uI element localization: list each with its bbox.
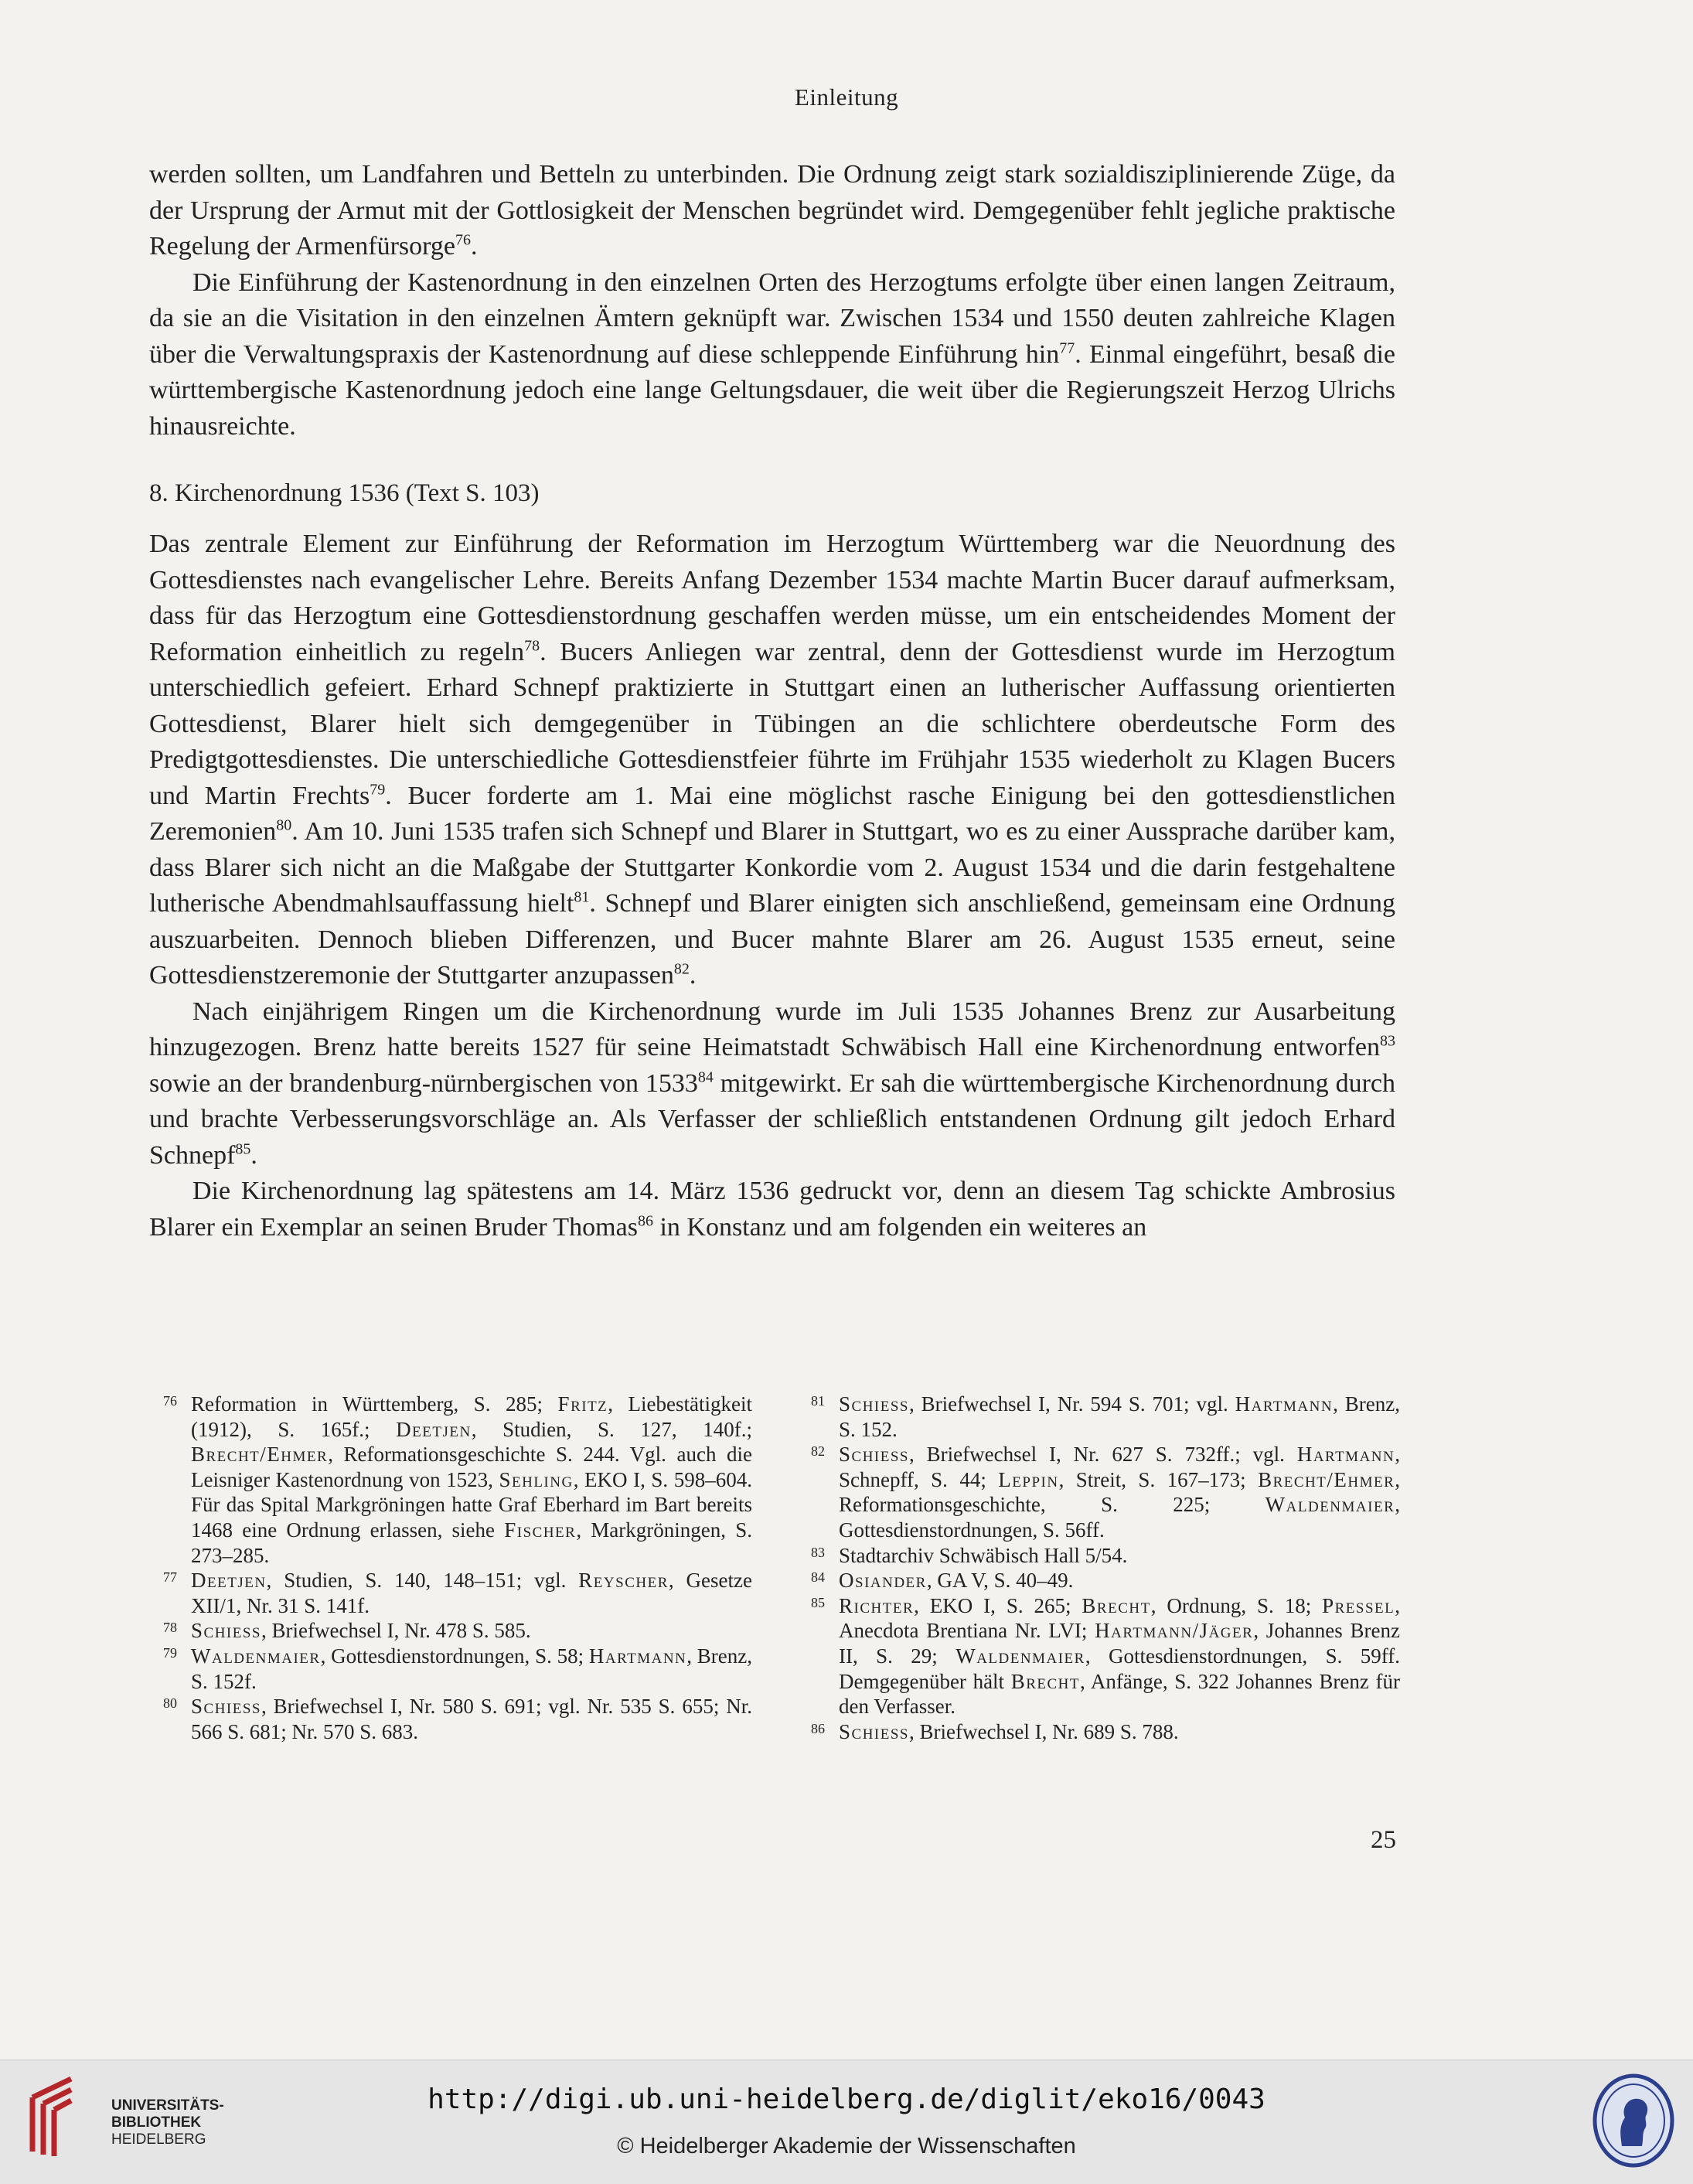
paragraph-3 xyxy=(149,526,1395,994)
text-run: . xyxy=(689,961,697,990)
fn-text: , Briefwechsel I, Nr. 478 S. 585. xyxy=(261,1619,531,1643)
fn-text: , Studien, S. 127, 140f.; xyxy=(471,1417,753,1441)
text-run: Nach einjährigem Ringen um die Kirchenordnung wurde im Juli 1535 Johannes Brenz zur Ausarbeitung hinzugezogen. Brenz hatte bereits 1527 für seine Heimatstadt Schwäbisch Hall eine Kirchenordnung entworfen xyxy=(149,997,1395,1061)
footnotes xyxy=(163,1392,1400,1744)
footnote-ref[interactable]: 85 xyxy=(235,1140,251,1158)
fn-text: , Studien, S. 140, 148–151; vgl. xyxy=(266,1569,579,1593)
fn-text: , GA V, S. 40–49. xyxy=(926,1569,1074,1593)
fn-author: Hartmann xyxy=(1235,1392,1334,1416)
fn-author: Schiess xyxy=(839,1392,909,1416)
main-text xyxy=(149,157,1395,1245)
footnote-77 xyxy=(163,1568,752,1618)
footnote-84 xyxy=(811,1568,1400,1593)
text-run: Die Kirchenordnung lag spätestens am 14. März 1536 gedruckt vor, denn an diesem Tag schickte Ambrosius Blarer ein Exemplar an seinen Bruder Thomas xyxy=(149,1177,1395,1242)
text-run: in Konstanz und am folgenden ein weiteres an xyxy=(652,1212,1147,1242)
footnote-78 xyxy=(163,1618,752,1644)
footnote-number: 80 xyxy=(163,1695,177,1712)
fn-author: Brecht/Ehmer xyxy=(191,1443,329,1467)
fn-author: Schiess xyxy=(839,1719,909,1743)
text-run: . Bucers Anliegen war zentral, denn der Gottesdienst wurde im Herzogtum unterschiedlich gefeiert. Erhard Schnepf praktizierte in Stuttgart einen an lutherischer Auffassung orientierten Gottesdienst, Blarer hielt sich demgegenüber in Tübingen an die schlichtere oberdeutsche Form des Predigtgottesdienstes. Die unterschiedliche Gottesdienstfeier führte im Frühjahr 1535 wiederholt zu Klagen Bucers und Martin Frechts xyxy=(149,637,1396,810)
footnote-76 xyxy=(163,1392,752,1568)
footnotes-left-column xyxy=(163,1392,752,1744)
paragraph-2 xyxy=(149,265,1395,445)
fn-author: Richter xyxy=(839,1593,915,1617)
running-head: Einleitung xyxy=(794,83,899,111)
text-run: Die Einführung der Kastenordnung in den einzelnen Orten des Herzogtums erfolgte über einen langen Zeitraum, da sie an die Visitation in den einzelnen Ämtern geknüpft war. Zwischen 1534 und 1550 deuten zahlreiche Klagen über die Verwaltungspraxis der Kastenordnung auf diese schleppende Einführung hin xyxy=(149,267,1395,369)
fn-text: , Gottesdienstordnungen, S. 59ff. Demgegenüber hält xyxy=(839,1644,1400,1693)
fn-author: Hartmann/Jäger xyxy=(1095,1619,1254,1643)
fn-author: Deetjen xyxy=(191,1569,267,1593)
text-run: mitgewirkt. Er sah die württembergische Kirchenordnung durch und brachte Verbesserungsvorschläge an. Als Verfasser der schließlich entstandenen Ordnung gilt jedoch Erhard Schnepf xyxy=(149,1068,1395,1170)
text-run: . Am 10. Juni 1535 trafen sich Schnepf und Blarer in Stuttgart, wo es zu einer Aussprache darüber kam, dass Blarer sich nicht an die Maßgabe der Stuttgarter Konkordie vom 2. August 1534 und die darin festgehaltene lutherische Abendmahlsauffassung hielt xyxy=(149,817,1395,918)
footnote-83 xyxy=(811,1543,1400,1569)
text-run: . xyxy=(250,1140,257,1170)
fn-text: , Briefwechsel I, Nr. 627 S. 732ff.; vgl. xyxy=(908,1443,1297,1467)
footnote-number: 81 xyxy=(811,1393,825,1409)
fn-text: , Gottesdienstordnungen, S. 58; xyxy=(320,1644,589,1668)
footnote-ref[interactable]: 77 xyxy=(1059,339,1075,357)
footnote-number: 82 xyxy=(811,1443,825,1460)
text-run: werden sollten, um Landfahren und Betteln zu unterbinden. Die Ordnung zeigt stark sozialdisziplinierende Züge, da der Ursprung der Armut mit der Gottlosigkeit der Menschen begründet wird. Demgegenüber fehlt jegliche praktische Regelung der Armenfürsorge xyxy=(149,160,1395,261)
footnote-ref[interactable]: 86 xyxy=(637,1212,653,1230)
footnote-ref[interactable]: 82 xyxy=(673,960,690,978)
fn-author: Schiess xyxy=(839,1443,909,1467)
fn-author: Fischer xyxy=(504,1518,577,1542)
fn-author: Waldenmaier xyxy=(1265,1493,1395,1517)
footnote-ref[interactable]: 81 xyxy=(574,888,590,906)
footnote-ref[interactable]: 83 xyxy=(1380,1032,1395,1050)
fn-text: Stadtarchiv Schwäbisch Hall 5/54. xyxy=(839,1543,1128,1567)
library-name-line: UNIVERSITÄTS- xyxy=(111,2097,224,2114)
fn-text: , Schnepff, S. 44; xyxy=(839,1443,1400,1491)
footnote-number: 78 xyxy=(163,1620,177,1636)
footnote-ref[interactable]: 76 xyxy=(455,231,471,249)
fn-author: Waldenmaier xyxy=(191,1644,321,1668)
fn-text: , Ordnung, S. 18; xyxy=(1150,1593,1323,1617)
footnote-number: 85 xyxy=(811,1594,825,1610)
fn-text: , Liebestätigkeit (1912), S. 165f.; xyxy=(191,1392,752,1441)
copyright-notice: © Heidelberger Akademie der Wissenschaften xyxy=(617,2134,1076,2158)
footnote-number: 84 xyxy=(811,1569,825,1586)
fn-text: , Markgröningen, S. 273–285. xyxy=(191,1518,752,1567)
fn-text: , EKO I, S. 265; xyxy=(914,1593,1082,1617)
text-run: . xyxy=(470,232,478,261)
permalink-url[interactable]: http://digi.ub.uni-heidelberg.de/diglit/eko16/0043 xyxy=(428,2083,1265,2115)
fn-author: Deetjen xyxy=(396,1417,472,1441)
paragraph-1 xyxy=(149,157,1395,265)
fn-text: , Gesetze XII/1, Nr. 31 S. 141f. xyxy=(191,1569,752,1617)
footnote-82 xyxy=(811,1442,1400,1542)
library-name-line: HEIDELBERG xyxy=(111,2131,206,2148)
fn-text: , Johannes Brenz II, S. 29; xyxy=(839,1619,1401,1668)
footnote-85 xyxy=(811,1593,1400,1719)
footnote-number: 76 xyxy=(163,1393,177,1409)
section-heading: 8. Kirchenordnung 1536 (Text S. 103) xyxy=(149,479,540,507)
fn-text: , Briefwechsel I, Nr. 594 S. 701; vgl. xyxy=(908,1392,1235,1416)
fn-author: Sehling xyxy=(499,1467,574,1491)
fn-text: , Briefwechsel I, Nr. 580 S. 691; vgl. Nr. 535 S. 655; Nr. 566 S. 681; Nr. 570 S. 683. xyxy=(191,1695,752,1743)
text-run: . Bucer forderte am 1. Mai eine möglichst rasche Einigung bei den gottesdienstlichen Zeremonien xyxy=(149,781,1396,846)
fn-author: Waldenmaier xyxy=(956,1644,1085,1668)
fn-author: Schiess xyxy=(191,1619,261,1643)
footnote-79 xyxy=(163,1644,752,1694)
fn-author: Brecht xyxy=(1010,1669,1080,1693)
fn-author: Fritz xyxy=(557,1392,608,1416)
fn-author: Schiess xyxy=(191,1695,261,1719)
fn-author: Reyscher xyxy=(578,1569,669,1593)
fn-text: , Gottesdienstordnungen, S. 56ff. xyxy=(839,1493,1400,1542)
fn-author: Hartmann xyxy=(1296,1443,1395,1467)
fn-text: , Anfänge, S. 322 Johannes Brenz für den Verfasser. xyxy=(839,1669,1400,1719)
fn-author: Brecht/Ehmer xyxy=(1258,1467,1395,1491)
fn-text: , Anecdota Brentiana Nr. LVI; xyxy=(839,1593,1400,1643)
fn-author: Hartmann xyxy=(588,1644,687,1668)
library-name-line: BIBLIOTHEK xyxy=(111,2114,202,2131)
footnote-81 xyxy=(811,1392,1400,1442)
paragraph-5 xyxy=(149,1174,1395,1245)
paragraph-4 xyxy=(149,994,1395,1174)
footnote-ref[interactable]: 84 xyxy=(697,1068,714,1086)
footnotes-right-column xyxy=(811,1392,1400,1744)
footnote-number: 79 xyxy=(163,1644,177,1661)
footnote-ref[interactable]: 79 xyxy=(370,781,386,799)
footnote-number: 86 xyxy=(811,1720,825,1736)
page-number: 25 xyxy=(1371,1826,1396,1854)
text-run: . Einmal eingeführt, besaß die württembergische Kastenordnung jedoch eine lange Geltungsdauer, die weit über die Regierungszeit Herzog Ulrichs hinausreichte. xyxy=(149,339,1395,441)
text-run: Das zentrale Element zur Einführung der Reformation im Herzogtum Württemberg war die Neuordnung des Gottesdienstes nach evangelischer Lehre. Bereits Anfang Dezember 1534 machte Martin Bucer darauf aufmerksam, dass für das Herzogtum eine Gottesdienstordnung geschaffen werden müsse, um ein entscheidendes Moment der Reformation einheitlich zu regeln xyxy=(149,530,1395,666)
fn-text: , Reformationsgeschichte, S. 225; xyxy=(839,1467,1401,1517)
fn-text: , Streit, S. 167–173; xyxy=(1058,1467,1259,1491)
fn-text: Reformation in Württemberg, S. 285; xyxy=(191,1392,558,1416)
fn-text: , Reformationsgeschichte S. 244. Vgl. auch die Leisniger Kastenordnung von 1523, xyxy=(191,1443,752,1491)
viewer-footer xyxy=(0,2060,1693,2184)
academy-seal-icon xyxy=(1591,2073,1676,2169)
fn-author: Osiander xyxy=(839,1569,927,1593)
fn-text: , EKO I, S. 598–604. Für das Spital Markgröningen hatte Graf Eberhard im Bart bereits 1468 eine Ordnung erlassen, siehe xyxy=(191,1467,752,1542)
footnote-ref[interactable]: 80 xyxy=(276,816,292,834)
fn-text: , Brenz, S. 152f. xyxy=(191,1644,753,1693)
footnote-86 xyxy=(811,1719,1400,1745)
footnote-number: 77 xyxy=(163,1569,177,1586)
footnote-ref[interactable]: 78 xyxy=(524,637,540,655)
text-run: . Schnepf und Blarer einigten sich anschließend, gemeinsam eine Ordnung auszuarbeiten. Dennoch blieben Differenzen, und Bucer mahnte Blarer am 26. August 1535 erneut, seine Gottesdienstzeremonie der Stuttgarter anzupassen xyxy=(149,889,1395,990)
footnote-80 xyxy=(163,1694,752,1744)
fn-text: , Brenz, S. 152. xyxy=(839,1392,1400,1441)
footnote-number: 83 xyxy=(811,1544,825,1560)
fn-author: Leppin xyxy=(998,1467,1059,1491)
fn-author: Pressel xyxy=(1322,1593,1395,1617)
fn-text: , Briefwechsel I, Nr. 689 S. 788. xyxy=(908,1719,1179,1743)
fn-author: Brecht xyxy=(1082,1593,1151,1617)
text-run: sowie an der brandenburg-nürnbergischen von 1533 xyxy=(149,1068,698,1098)
